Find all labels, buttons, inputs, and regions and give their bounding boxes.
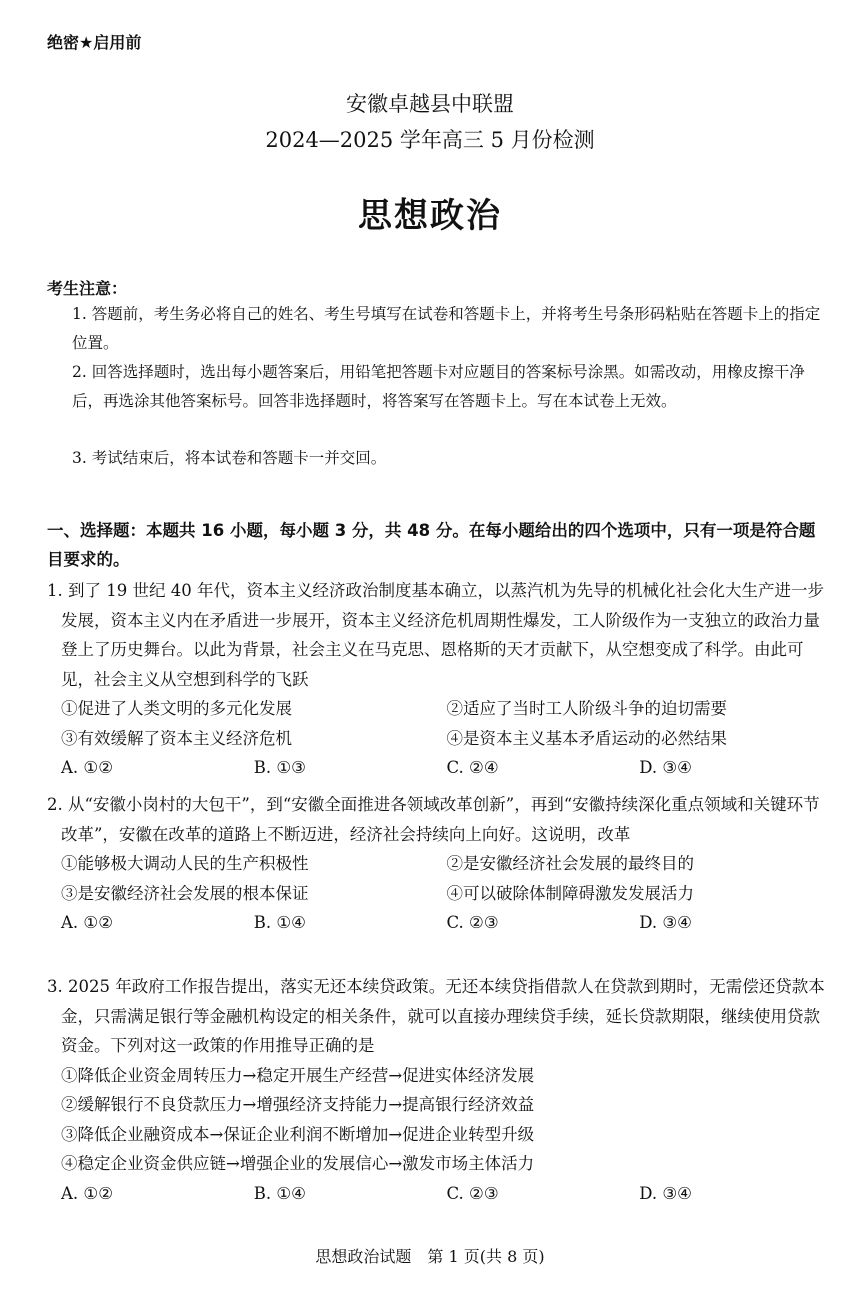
choice: C. ②③ bbox=[446, 1183, 499, 1203]
options-row bbox=[47, 879, 832, 909]
option: ④可以破除体制障碍激发发展活力 bbox=[446, 883, 694, 903]
choice: A. ①② bbox=[61, 913, 113, 932]
notice-title: 考生注意： bbox=[47, 279, 128, 298]
option: ④稳定企业资金供应链→增强企业的发展信心→激发市场主体活力 bbox=[61, 1154, 535, 1173]
options-row bbox=[47, 694, 832, 724]
option: ①降低企业资金周转压力→稳定开展生产经营→促进实体经济发展 bbox=[61, 1065, 535, 1085]
option: ③降低企业融资成本→保证企业利润不断增加→促进企业转型升级 bbox=[61, 1124, 535, 1144]
choices-row bbox=[47, 908, 832, 938]
choice: D. ③④ bbox=[639, 913, 692, 932]
choices-row bbox=[47, 1179, 832, 1209]
notice-item: 1. 答题前，考生务必将自己的姓名、考生号填写在试卷和答题卡上，并将考生号条形码粘贴在答题卡上的指定位置。 bbox=[72, 305, 821, 352]
choice: A. ①② bbox=[61, 1183, 113, 1203]
options-row bbox=[47, 849, 832, 879]
exam-title: 2024—2025 学年高三 5 月份检测 bbox=[265, 128, 595, 152]
choice: B. ①④ bbox=[253, 913, 306, 932]
question-2 bbox=[47, 790, 832, 938]
choice: C. ②④ bbox=[446, 758, 499, 777]
subject-title: 思想政治 bbox=[358, 196, 502, 236]
choice: D. ③④ bbox=[639, 1183, 692, 1203]
option: ②是安徽经济社会发展的最终目的 bbox=[446, 854, 694, 873]
choice: B. ①④ bbox=[253, 1183, 306, 1203]
choice: B. ①③ bbox=[253, 758, 306, 777]
question-stem: 2. 从“安徽小岗村的大包干”，到“安徽全面推进各领域改革创新”，再到“安徽持续深化重点领域和关键环节改革”，安徽在改革的道路上不断迈进，经济社会持续向上向好。这说明，改革 bbox=[47, 795, 820, 844]
section-heading: 一、选择题：本题共 16 小题，每小题 3 分，共 48 分。在每小题给出的四个选项中，只有一项是符合题目要求的。 bbox=[47, 521, 816, 569]
notice-item: 2. 回答选择题时，选出每小题答案后，用铅笔把答题卡对应题目的答案标号涂黑。如需改动，用橡皮擦干净后，再选涂其他答案标号。回答非选择题时，将答案写在答题卡上。写在本试卷上无效。 bbox=[72, 363, 805, 410]
choice: A. ①② bbox=[61, 758, 113, 777]
option: ②缓解银行不良贷款压力→增强经济支持能力→提高银行经济效益 bbox=[61, 1095, 535, 1114]
organization-title: 安徽卓越县中联盟 bbox=[346, 92, 514, 116]
choices-row bbox=[47, 753, 832, 783]
question-3 bbox=[47, 972, 832, 1208]
secret-label: 绝密★启用前 bbox=[47, 33, 142, 52]
choice: C. ②③ bbox=[446, 913, 499, 932]
option: ②适应了当时工人阶级斗争的迫切需要 bbox=[446, 699, 727, 718]
option: ③是安徽经济社会发展的根本保证 bbox=[61, 883, 309, 903]
question-stem: 3. 2025 年政府工作报告提出，落实无还本续贷政策。无还本续贷指借款人在贷款到期时，无需偿还贷款本金，只需满足银行等金融机构设定的相关条件，就可以直接办理续贷手续，延长贷款期限，继续使用贷款资金。下列对这一政策的作用推导正确的是 bbox=[47, 977, 825, 1055]
option: ③有效缓解了资本主义经济危机 bbox=[61, 728, 292, 748]
option: ④是资本主义基本矛盾运动的必然结果 bbox=[446, 728, 727, 748]
choice: D. ③④ bbox=[639, 758, 692, 777]
page-footer: 思想政治试题 第 1 页(共 8 页) bbox=[315, 1247, 545, 1266]
question-1 bbox=[47, 576, 832, 783]
notice-item: 3. 考试结束后，将本试卷和答题卡一并交回。 bbox=[72, 449, 387, 467]
option: ①能够极大调动人民的生产积极性 bbox=[61, 854, 309, 873]
option: ①促进了人类文明的多元化发展 bbox=[61, 699, 292, 718]
question-stem: 1. 到了 19 世纪 40 年代，资本主义经济政治制度基本确立，以蒸汽机为先导的机械化社会化大生产进一步发展，资本主义内在矛盾进一步展开，资本主义经济危机周期性爆发，工人阶级作为一支独立的政治力量登上了历史舞台。以此为背景，社会主义在马克思、恩格斯的天才贡献下，从空想变成了科学。由此可见，社会主义从空想到科学的飞跃 bbox=[47, 581, 824, 689]
options-row bbox=[47, 724, 832, 754]
